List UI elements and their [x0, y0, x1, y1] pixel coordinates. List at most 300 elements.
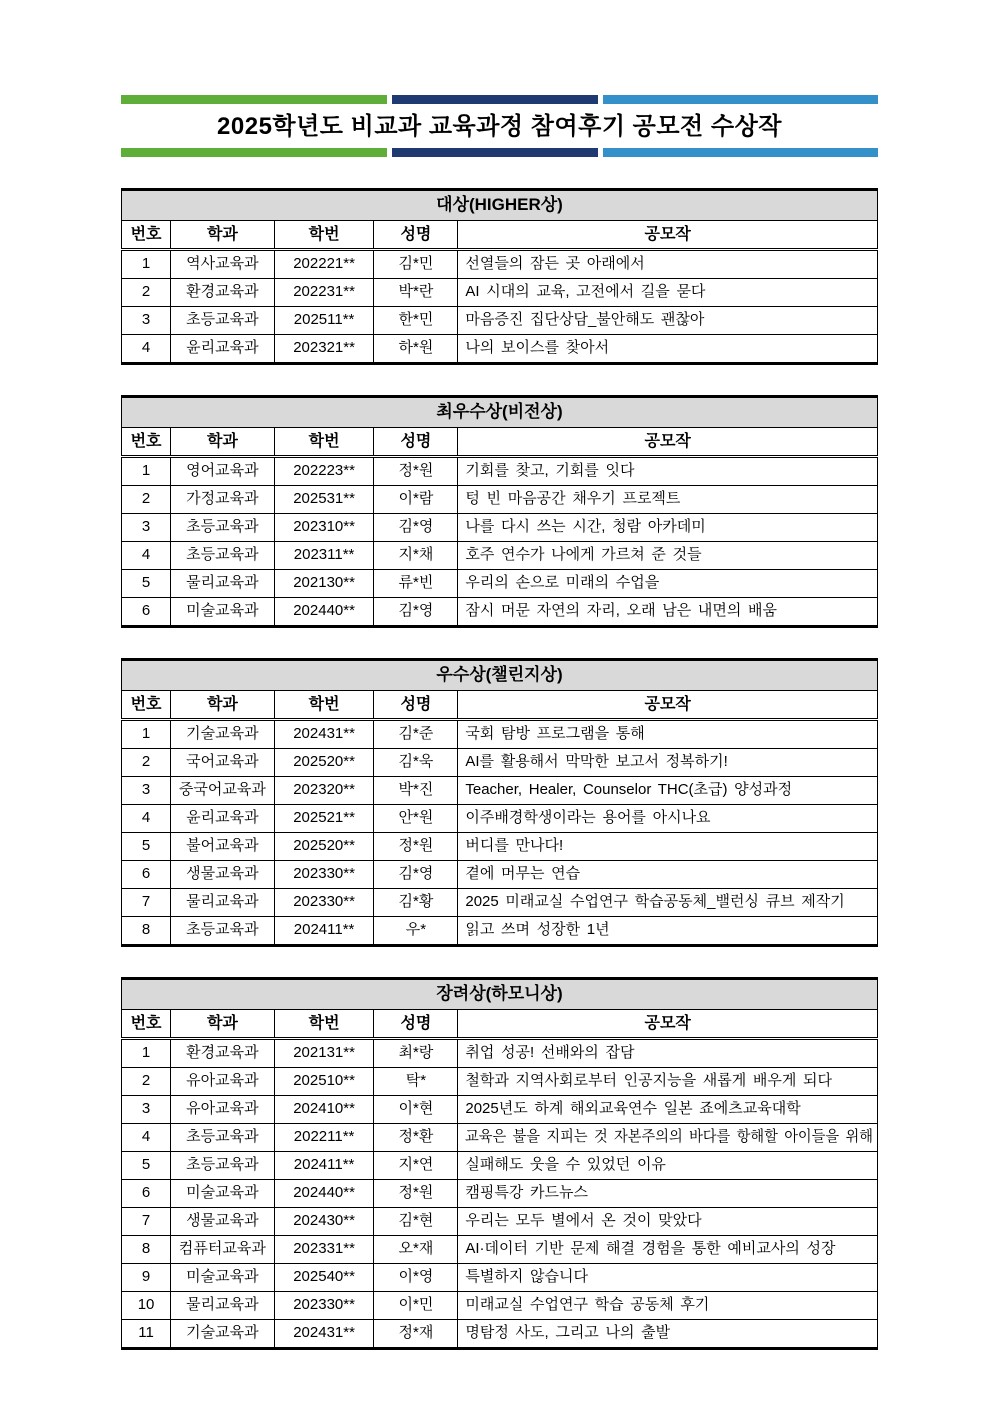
cell-text: 마음증진 집단상담_불안해도 괜찮아	[465, 311, 705, 329]
cell-dept	[171, 1264, 275, 1292]
cell-dept	[171, 1124, 275, 1152]
cell-entry	[458, 1096, 878, 1124]
cell-entry	[458, 1124, 878, 1152]
cell-text: 3	[141, 1100, 151, 1118]
cell-text: 물리교육과	[186, 574, 259, 592]
table-row	[122, 749, 878, 777]
cell-dept	[171, 720, 275, 749]
cell-text: 오*재	[398, 1240, 434, 1258]
cell-sid	[274, 1152, 374, 1180]
cell-entry	[458, 777, 878, 805]
cell-text: 202431**	[293, 1324, 355, 1342]
cell-text: 읽고 쓰며 성장한 1년	[465, 921, 610, 939]
cell-sid	[274, 777, 374, 805]
cell-text: 유아교육과	[186, 1072, 259, 1090]
award-section-row	[122, 190, 878, 221]
column-header-dept: 학과	[171, 221, 275, 250]
cell-text: 이*현	[398, 1100, 434, 1118]
cell-text: 3	[141, 781, 151, 799]
award-table-4	[121, 977, 878, 1350]
cell-entry	[458, 542, 878, 570]
table-row	[122, 486, 878, 514]
cell-text: 8	[141, 921, 151, 939]
cell-text: 초등교육과	[186, 518, 259, 536]
cell-name	[374, 279, 458, 307]
cell-text: 물리교육과	[186, 1296, 259, 1314]
column-header-sid: 학번	[274, 221, 374, 250]
cell-text: 유아교육과	[186, 1100, 259, 1118]
cell-text: 철학과 지역사회로부터 인공지능을 새롭게 배우게 되다	[465, 1072, 832, 1090]
cell-name	[374, 1068, 458, 1096]
table-row	[122, 1180, 878, 1208]
cell-text: 2	[141, 753, 151, 771]
cell-text: 5	[141, 574, 151, 592]
cell-sid	[274, 570, 374, 598]
cell-no	[122, 250, 171, 279]
cell-entry	[458, 250, 878, 279]
cell-text: 3	[141, 518, 151, 536]
cell-text: 202330**	[293, 865, 355, 883]
cell-no	[122, 749, 171, 777]
table-row	[122, 861, 878, 889]
cell-dept	[171, 486, 275, 514]
cell-text: 교육은 불을 지피는 것 자본주의의 바다를 항해할 아이들을 위해	[465, 1128, 874, 1146]
cell-text: 탁*	[405, 1072, 427, 1090]
award-section-title: 장려상(하모니상)	[122, 979, 878, 1010]
cell-text: 미술교육과	[186, 602, 259, 620]
cell-text: 202531**	[293, 490, 355, 508]
cell-text: 하*원	[398, 339, 434, 357]
cell-text: 202440**	[293, 602, 355, 620]
column-header-no: 번호	[122, 221, 171, 250]
cell-text: 기술교육과	[186, 1324, 259, 1342]
cell-entry	[458, 279, 878, 307]
cell-sid	[274, 1124, 374, 1152]
table-row	[122, 457, 878, 486]
cell-text: 국회 탐방 프로그램을 통해	[465, 725, 645, 743]
cell-name	[374, 889, 458, 917]
cell-text: 2	[141, 490, 151, 508]
cell-no	[122, 720, 171, 749]
cell-text: 호주 연수가 나에게 가르쳐 준 것들	[465, 546, 702, 564]
divider-segment-navy	[392, 148, 598, 157]
cell-dept	[171, 542, 275, 570]
cell-text: 202521**	[293, 809, 355, 827]
cell-text: 202311**	[293, 546, 355, 564]
cell-text: 4	[141, 339, 151, 357]
cell-sid	[274, 1292, 374, 1320]
cell-entry	[458, 335, 878, 364]
cell-text: 특별하지 않습니다	[465, 1268, 588, 1286]
cell-text: 미술교육과	[186, 1268, 259, 1286]
cell-no	[122, 1264, 171, 1292]
column-header-row	[122, 221, 878, 250]
cell-text: 생물교육과	[186, 1212, 259, 1230]
cell-text: 초등교육과	[186, 1156, 259, 1174]
cell-text: 나의 보이스를 찾아서	[465, 339, 610, 357]
cell-sid	[274, 279, 374, 307]
table-row	[122, 1039, 878, 1068]
award-section-row	[122, 397, 878, 428]
cell-dept	[171, 570, 275, 598]
cell-text: 202510**	[293, 1072, 355, 1090]
cell-no	[122, 805, 171, 833]
cell-no	[122, 307, 171, 335]
cell-text: 김*황	[398, 893, 434, 911]
cell-dept	[171, 279, 275, 307]
cell-text: 10	[137, 1296, 155, 1314]
cell-text: 김*욱	[398, 753, 434, 771]
cell-name	[374, 1208, 458, 1236]
cell-text: 환경교육과	[186, 1044, 259, 1062]
table-row	[122, 307, 878, 335]
cell-text: 초등교육과	[186, 311, 259, 329]
cell-text: 정*원	[398, 462, 434, 480]
cell-no	[122, 1292, 171, 1320]
cell-text: 정*원	[398, 1184, 434, 1202]
cell-no	[122, 1180, 171, 1208]
table-row	[122, 279, 878, 307]
cell-text: 이*민	[398, 1296, 434, 1314]
cell-text: 202540**	[293, 1268, 355, 1286]
cell-text: 11	[138, 1324, 154, 1342]
cell-entry	[458, 1068, 878, 1096]
cell-text: 202130**	[293, 574, 355, 592]
table-row	[122, 889, 878, 917]
cell-text: 202430**	[293, 1212, 355, 1230]
cell-text: 버디를 만나다!	[465, 837, 564, 855]
cell-entry	[458, 1292, 878, 1320]
cell-entry	[458, 1039, 878, 1068]
cell-sid	[274, 861, 374, 889]
cell-name	[374, 833, 458, 861]
cell-text: 김*영	[398, 602, 434, 620]
cell-text: 실패해도 웃을 수 있었던 이유	[465, 1156, 666, 1174]
cell-text: 기술교육과	[186, 725, 259, 743]
cell-sid	[274, 1180, 374, 1208]
cell-sid	[274, 335, 374, 364]
cell-text: 윤리교육과	[186, 809, 259, 827]
cell-dept	[171, 777, 275, 805]
cell-no	[122, 889, 171, 917]
document-content	[121, 95, 878, 1350]
cell-text: 우리는 모두 별에서 온 것이 맞았다	[465, 1212, 702, 1230]
cell-text: 텅 빈 마음공간 채우기 프로젝트	[465, 490, 681, 508]
cell-entry	[458, 805, 878, 833]
cell-text: 202131**	[293, 1044, 355, 1062]
cell-name	[374, 457, 458, 486]
cell-text: 4	[141, 546, 151, 564]
cell-text: 김*준	[398, 725, 434, 743]
cell-name	[374, 805, 458, 833]
cell-text: 정*원	[398, 837, 434, 855]
cell-sid	[274, 805, 374, 833]
column-header-name: 성명	[374, 1010, 458, 1039]
cell-name	[374, 1264, 458, 1292]
cell-text: AI를 활용해서 막막한 보고서 정복하기!	[465, 753, 728, 771]
cell-text: 4	[141, 1128, 151, 1146]
divider-segment-blue	[603, 148, 878, 157]
cell-sid	[274, 1236, 374, 1264]
cell-no	[122, 1152, 171, 1180]
column-header-entry: 공모작	[458, 1010, 878, 1039]
cell-dept	[171, 1068, 275, 1096]
cell-text: 202221**	[293, 255, 355, 273]
cell-text: 9	[141, 1268, 151, 1286]
cell-name	[374, 250, 458, 279]
cell-sid	[274, 1039, 374, 1068]
cell-name	[374, 486, 458, 514]
cell-text: AI 시대의 교육, 고전에서 길을 묻다	[465, 283, 706, 301]
table-row	[122, 1236, 878, 1264]
cell-text: 이*람	[398, 490, 434, 508]
award-section-row	[122, 660, 878, 691]
award-table-3	[121, 658, 878, 947]
cell-sid	[274, 598, 374, 627]
cell-entry	[458, 917, 878, 946]
column-header-name: 성명	[374, 428, 458, 457]
column-header-row	[122, 691, 878, 720]
cell-text: 202511**	[293, 311, 355, 329]
cell-dept	[171, 250, 275, 279]
cell-text: 박*진	[398, 781, 434, 799]
cell-text: 김*민	[398, 255, 434, 273]
cell-name	[374, 917, 458, 946]
column-header-name: 성명	[374, 691, 458, 720]
cell-entry	[458, 514, 878, 542]
cell-text: 캠핑특강 카드뉴스	[465, 1184, 588, 1202]
cell-sid	[274, 307, 374, 335]
cell-name	[374, 1152, 458, 1180]
cell-text: 김*영	[398, 865, 434, 883]
cell-text: Teacher, Healer, Counselor THC(초급) 양성과정	[465, 781, 793, 799]
column-header-entry: 공모작	[458, 691, 878, 720]
cell-text: 국어교육과	[186, 753, 259, 771]
cell-no	[122, 1236, 171, 1264]
table-row	[122, 542, 878, 570]
cell-no	[122, 1068, 171, 1096]
divider-segment-green	[121, 148, 387, 157]
cell-entry	[458, 457, 878, 486]
cell-text: 202330**	[293, 893, 355, 911]
cell-no	[122, 777, 171, 805]
cell-dept	[171, 1152, 275, 1180]
column-header-sid: 학번	[274, 428, 374, 457]
cell-no	[122, 279, 171, 307]
cell-text: 7	[141, 1212, 151, 1230]
cell-no	[122, 457, 171, 486]
cell-entry	[458, 1236, 878, 1264]
cell-no	[122, 335, 171, 364]
column-header-dept: 학과	[171, 691, 275, 720]
cell-entry	[458, 1264, 878, 1292]
cell-text: 2025년도 하계 해외교육연수 일본 죠에츠교육대학	[465, 1100, 801, 1118]
cell-name	[374, 335, 458, 364]
cell-no	[122, 833, 171, 861]
cell-sid	[274, 917, 374, 946]
cell-sid	[274, 514, 374, 542]
cell-text: 지*연	[398, 1156, 434, 1174]
cell-dept	[171, 1039, 275, 1068]
column-header-no: 번호	[122, 428, 171, 457]
cell-text: 컴퓨터교육과	[178, 1240, 266, 1258]
cell-entry	[458, 720, 878, 749]
cell-text: 5	[141, 837, 151, 855]
cell-text: 2025 미래교실 수업연구 학습공동체_밸런싱 큐브 제작기	[465, 893, 845, 911]
cell-text: 초등교육과	[186, 921, 259, 939]
cell-text: 정*환	[398, 1128, 434, 1146]
table-row	[122, 917, 878, 946]
cell-text: 이주배경학생이라는 용어를 아시나요	[465, 809, 711, 827]
cell-text: 202410**	[293, 1100, 355, 1118]
cell-text: 윤리교육과	[186, 339, 259, 357]
cell-sid	[274, 1096, 374, 1124]
table-row	[122, 570, 878, 598]
cell-sid	[274, 1068, 374, 1096]
column-header-no: 번호	[122, 1010, 171, 1039]
cell-dept	[171, 1208, 275, 1236]
cell-text: 202320**	[293, 781, 355, 799]
table-row	[122, 1292, 878, 1320]
cell-sid	[274, 1208, 374, 1236]
cell-dept	[171, 307, 275, 335]
table-row	[122, 1068, 878, 1096]
cell-entry	[458, 1320, 878, 1349]
cell-entry	[458, 749, 878, 777]
cell-text: 곁에 머무는 연습	[465, 865, 581, 883]
award-section-title: 최우수상(비전상)	[122, 397, 878, 428]
cell-text: 1	[141, 725, 151, 743]
cell-text: 4	[141, 809, 151, 827]
cell-text: 202331**	[293, 1240, 355, 1258]
award-section-title: 우수상(챌린지상)	[122, 660, 878, 691]
cell-text: 6	[141, 865, 151, 883]
table-row	[122, 1124, 878, 1152]
awards-tables	[121, 188, 878, 1350]
cell-sid	[274, 250, 374, 279]
cell-no	[122, 1039, 171, 1068]
table-row	[122, 805, 878, 833]
cell-dept	[171, 1320, 275, 1349]
cell-no	[122, 1096, 171, 1124]
cell-entry	[458, 1180, 878, 1208]
cell-name	[374, 749, 458, 777]
table-row	[122, 833, 878, 861]
table-row	[122, 777, 878, 805]
cell-no	[122, 570, 171, 598]
cell-text: 202431**	[293, 725, 355, 743]
cell-text: 중국어교육과	[178, 781, 266, 799]
cell-text: 2	[141, 283, 151, 301]
column-header-sid: 학번	[274, 1010, 374, 1039]
cell-dept	[171, 1180, 275, 1208]
cell-no	[122, 542, 171, 570]
cell-text: 취업 성공! 선배와의 잡담	[465, 1044, 635, 1062]
cell-name	[374, 1236, 458, 1264]
cell-name	[374, 1320, 458, 1349]
cell-text: 202411**	[293, 921, 355, 939]
cell-name	[374, 1096, 458, 1124]
cell-text: 영어교육과	[186, 462, 259, 480]
award-table-2	[121, 395, 878, 628]
cell-dept	[171, 335, 275, 364]
cell-text: 우*	[405, 921, 427, 939]
table-row	[122, 1208, 878, 1236]
table-row	[122, 250, 878, 279]
cell-entry	[458, 570, 878, 598]
column-header-name: 성명	[374, 221, 458, 250]
cell-dept	[171, 1096, 275, 1124]
cell-sid	[274, 457, 374, 486]
cell-text: 초등교육과	[186, 546, 259, 564]
cell-name	[374, 570, 458, 598]
cell-text: 202310**	[293, 518, 355, 536]
cell-no	[122, 514, 171, 542]
cell-text: 잠시 머문 자연의 자리, 오래 남은 내면의 배움	[465, 602, 778, 620]
table-row	[122, 598, 878, 627]
title-divider-bottom	[121, 148, 878, 157]
cell-sid	[274, 1320, 374, 1349]
cell-text: 김*영	[398, 518, 434, 536]
title-divider-top	[121, 95, 878, 104]
cell-name	[374, 1180, 458, 1208]
cell-name	[374, 1039, 458, 1068]
divider-segment-green	[121, 95, 387, 104]
cell-text: 역사교육과	[186, 255, 259, 273]
cell-sid	[274, 1264, 374, 1292]
cell-text: 우리의 손으로 미래의 수업을	[465, 574, 660, 592]
cell-text: 명탐정 사도, 그리고 나의 출발	[465, 1324, 671, 1342]
column-header-entry: 공모작	[458, 221, 878, 250]
cell-dept	[171, 889, 275, 917]
cell-no	[122, 861, 171, 889]
table-row	[122, 1096, 878, 1124]
cell-sid	[274, 749, 374, 777]
cell-no	[122, 1124, 171, 1152]
cell-text: 미래교실 수업연구 학습 공동체 후기	[465, 1296, 710, 1314]
cell-text: 1	[141, 462, 151, 480]
award-section-row	[122, 979, 878, 1010]
column-header-no: 번호	[122, 691, 171, 720]
cell-text: 기회를 찾고, 기회를 잇다	[465, 462, 635, 480]
cell-text: 202321**	[293, 339, 355, 357]
cell-text: 불어교육과	[186, 837, 259, 855]
cell-text: 안*원	[398, 809, 434, 827]
cell-name	[374, 598, 458, 627]
cell-name	[374, 777, 458, 805]
cell-dept	[171, 514, 275, 542]
cell-name	[374, 720, 458, 749]
cell-text: 물리교육과	[186, 893, 259, 911]
cell-name	[374, 1292, 458, 1320]
cell-text: 미술교육과	[186, 1184, 259, 1202]
cell-text: 1	[141, 255, 151, 273]
cell-text: 202330**	[293, 1296, 355, 1314]
cell-text: 5	[141, 1156, 151, 1174]
cell-text: AI·데이터 기반 문제 해결 경험을 통한 예비교사의 성장	[465, 1240, 836, 1258]
cell-sid	[274, 486, 374, 514]
page-title: 2025학년도 비교과 교육과정 참여후기 공모전 수상작	[217, 113, 782, 140]
cell-dept	[171, 1292, 275, 1320]
award-table-1	[121, 188, 878, 365]
cell-name	[374, 514, 458, 542]
column-header-sid: 학번	[274, 691, 374, 720]
cell-text: 202231**	[293, 283, 355, 301]
cell-text: 나를 다시 쓰는 시간, 청람 아카데미	[465, 518, 706, 536]
cell-entry	[458, 598, 878, 627]
cell-text: 박*란	[398, 283, 434, 301]
cell-text: 한*민	[398, 311, 434, 329]
